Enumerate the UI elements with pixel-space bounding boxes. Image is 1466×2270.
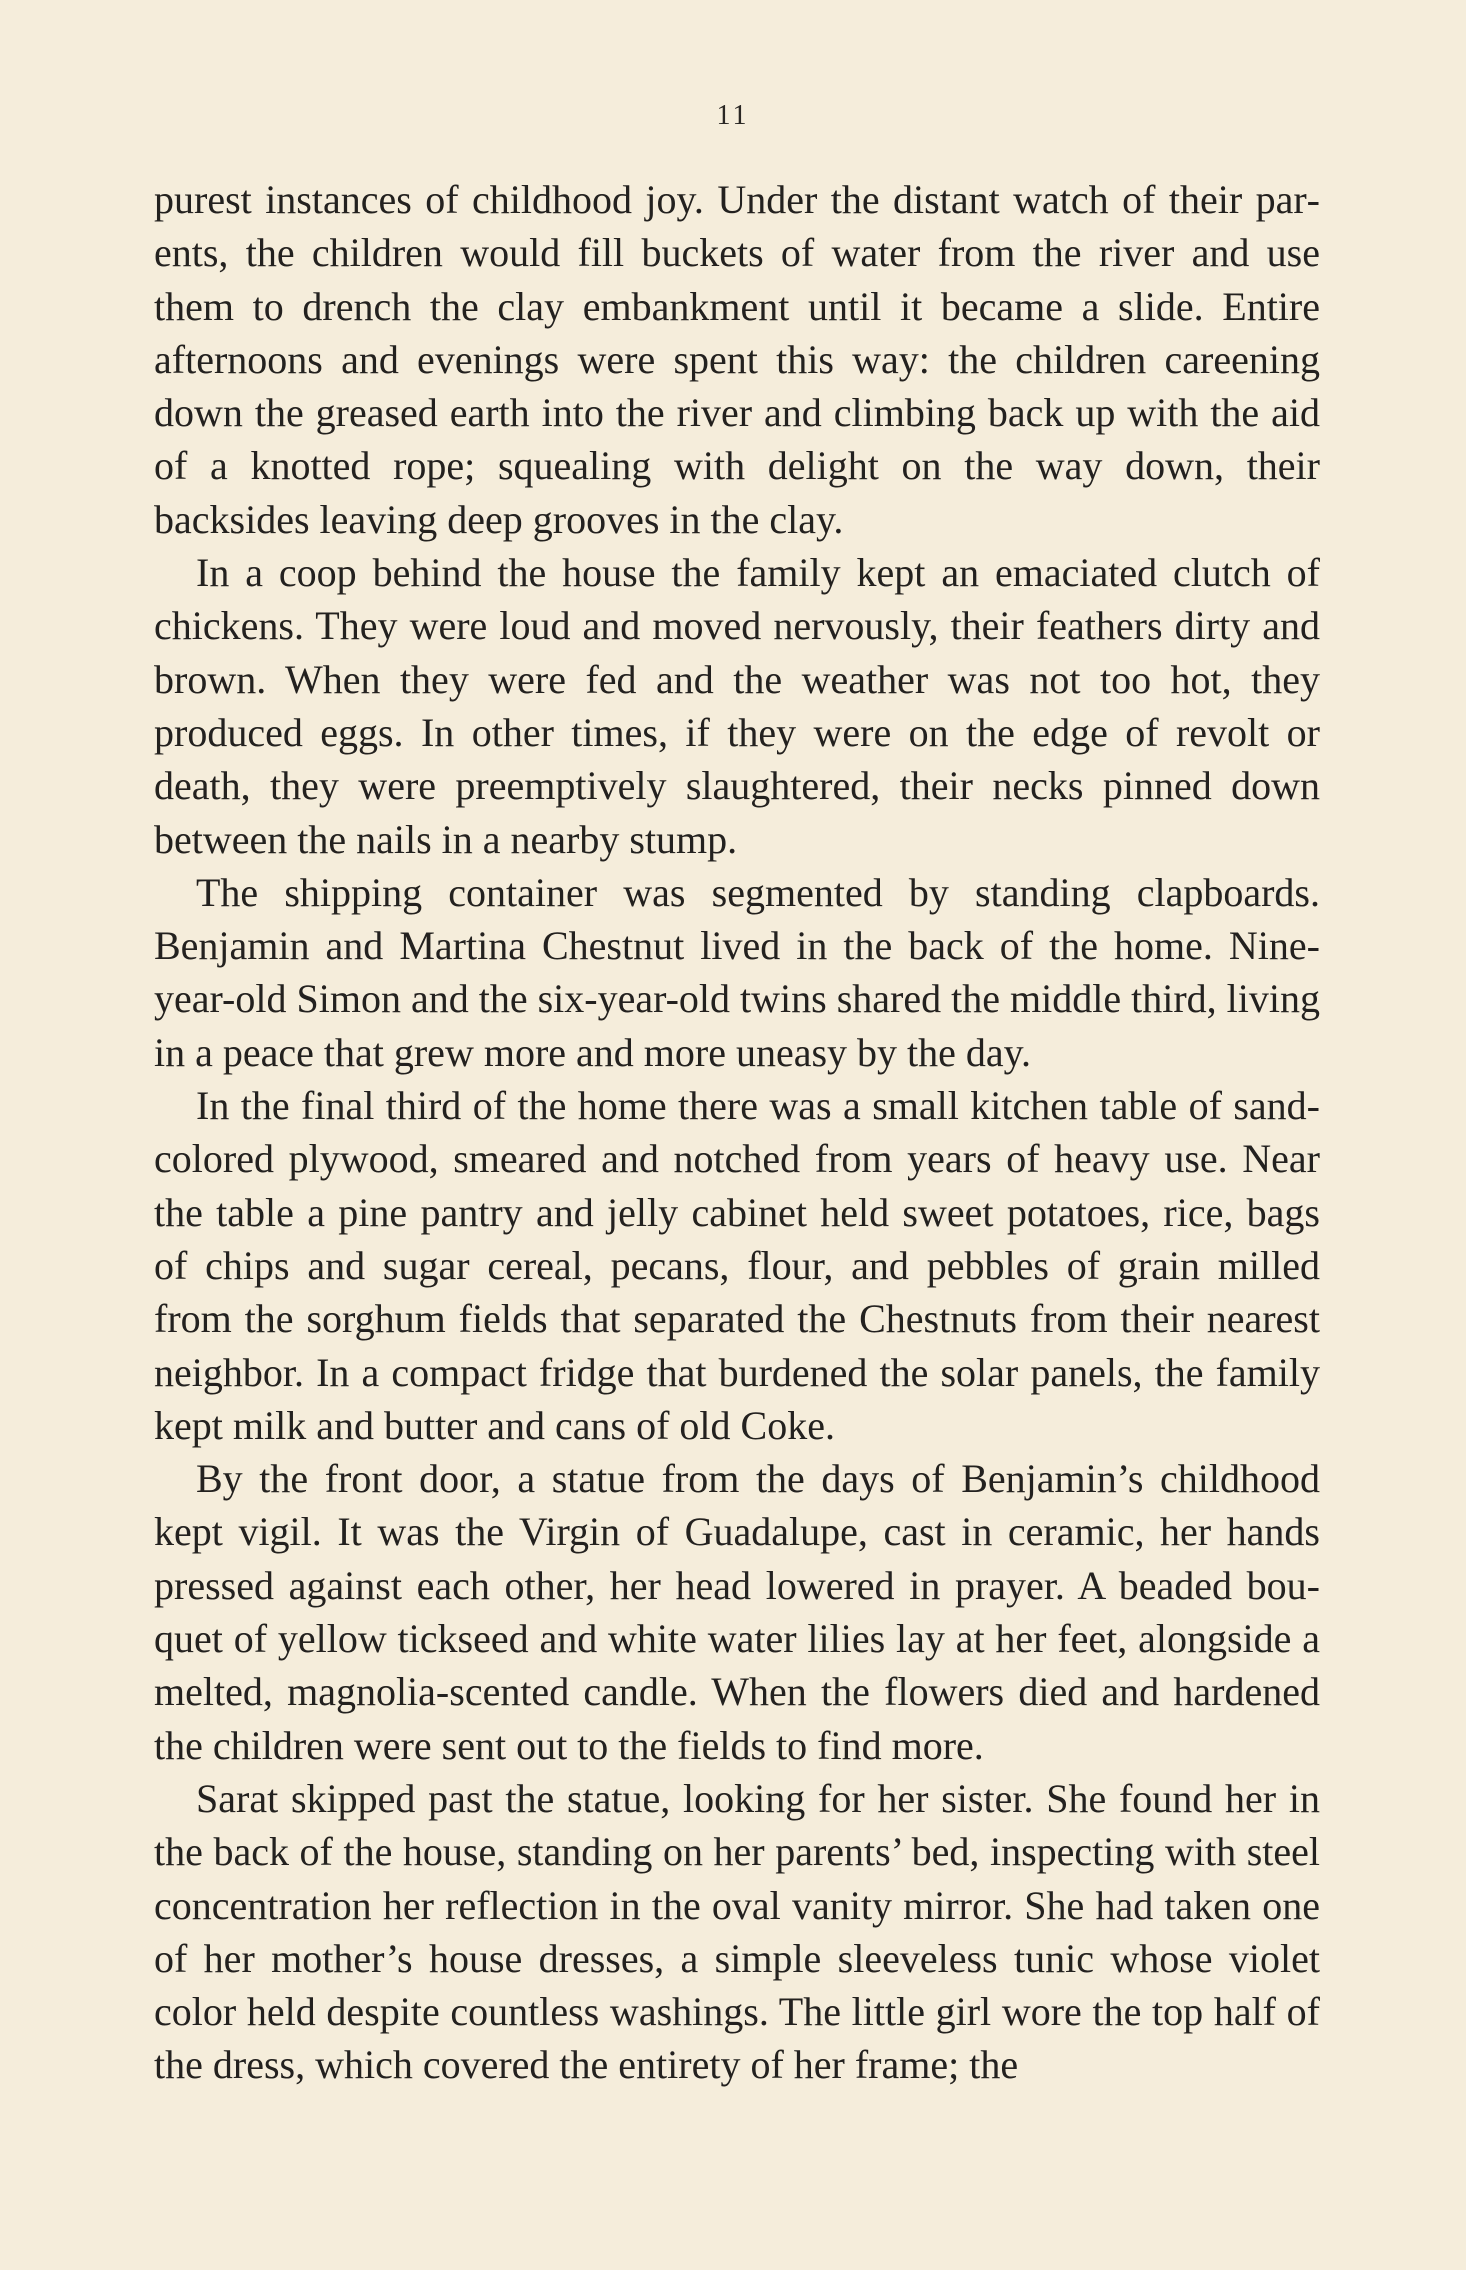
paragraph: The shipping container was segmented by standing clapboards. Benjamin and Martina Chestnut lived in the back of the home. Nine-year-old Simon and the six-year-old twins shared the middle third, living in a peace that grew more and more uneasy by the day. [154, 869, 1320, 1075]
page-number: 11 [716, 100, 750, 131]
body-text [154, 173, 1320, 2092]
paragraph: By the front door, a statue from the days of Benjamin’s childhood kept vigil. It was the Virgin of Guadalupe, cast in ceramic, her hands pressed against each other, her head lowered in prayer. A beaded bouquet of yellow tickseed and white water lilies lay at her feet, alongside a melted, magnolia-scented candle. When the flowers died and hardened the children were sent out to the fields to find more. [154, 1456, 1320, 1768]
paragraph: purest instances of childhood joy. Under the distant watch of their parents, the children would fill buckets of water from the river and use them to drench the clay embankment until it became a slide. Entire afternoons and evenings were spent this way: the children careening down the greased earth into the river and climbing back up with the aid of a knotted rope; squealing with delight on the way down, their backsides leaving deep grooves in the clay. [154, 177, 1320, 542]
paragraph: In the final third of the home there was a small kitchen table of sand-colored plywood, smeared and notched from years of heavy use. Near the table a pine pantry and jelly cabinet held sweet potatoes, rice, bags of chips and sugar cereal, pecans, flour, and pebbles of grain milled from the sorghum fields that separated the Chestnuts from their nearest neighbor. In a compact fridge that burdened the solar panels, the family kept milk and butter and cans of old Coke. [154, 1083, 1320, 1448]
paragraph: In a coop behind the house the family kept an emaciated clutch of chickens. They were loud and moved nervously, their feathers dirty and brown. When they were fed and the weather was not too hot, they produced eggs. In other times, if they were on the edge of revolt or death, they were preemptively slaughtered, their necks pinned down between the nails in a nearby stump. [154, 550, 1320, 862]
paragraph: Sarat skipped past the statue, looking for her sister. She found her in the back of the house, standing on her parents’ bed, inspecting with steel concentration her reflection in the oval vanity mirror. She had taken one of her mother’s house dresses, a simple sleeveless tunic whose violet color held despite countless washings. The little girl wore the top half of the dress, which covered the entirety of her frame; the [154, 1775, 1320, 2088]
